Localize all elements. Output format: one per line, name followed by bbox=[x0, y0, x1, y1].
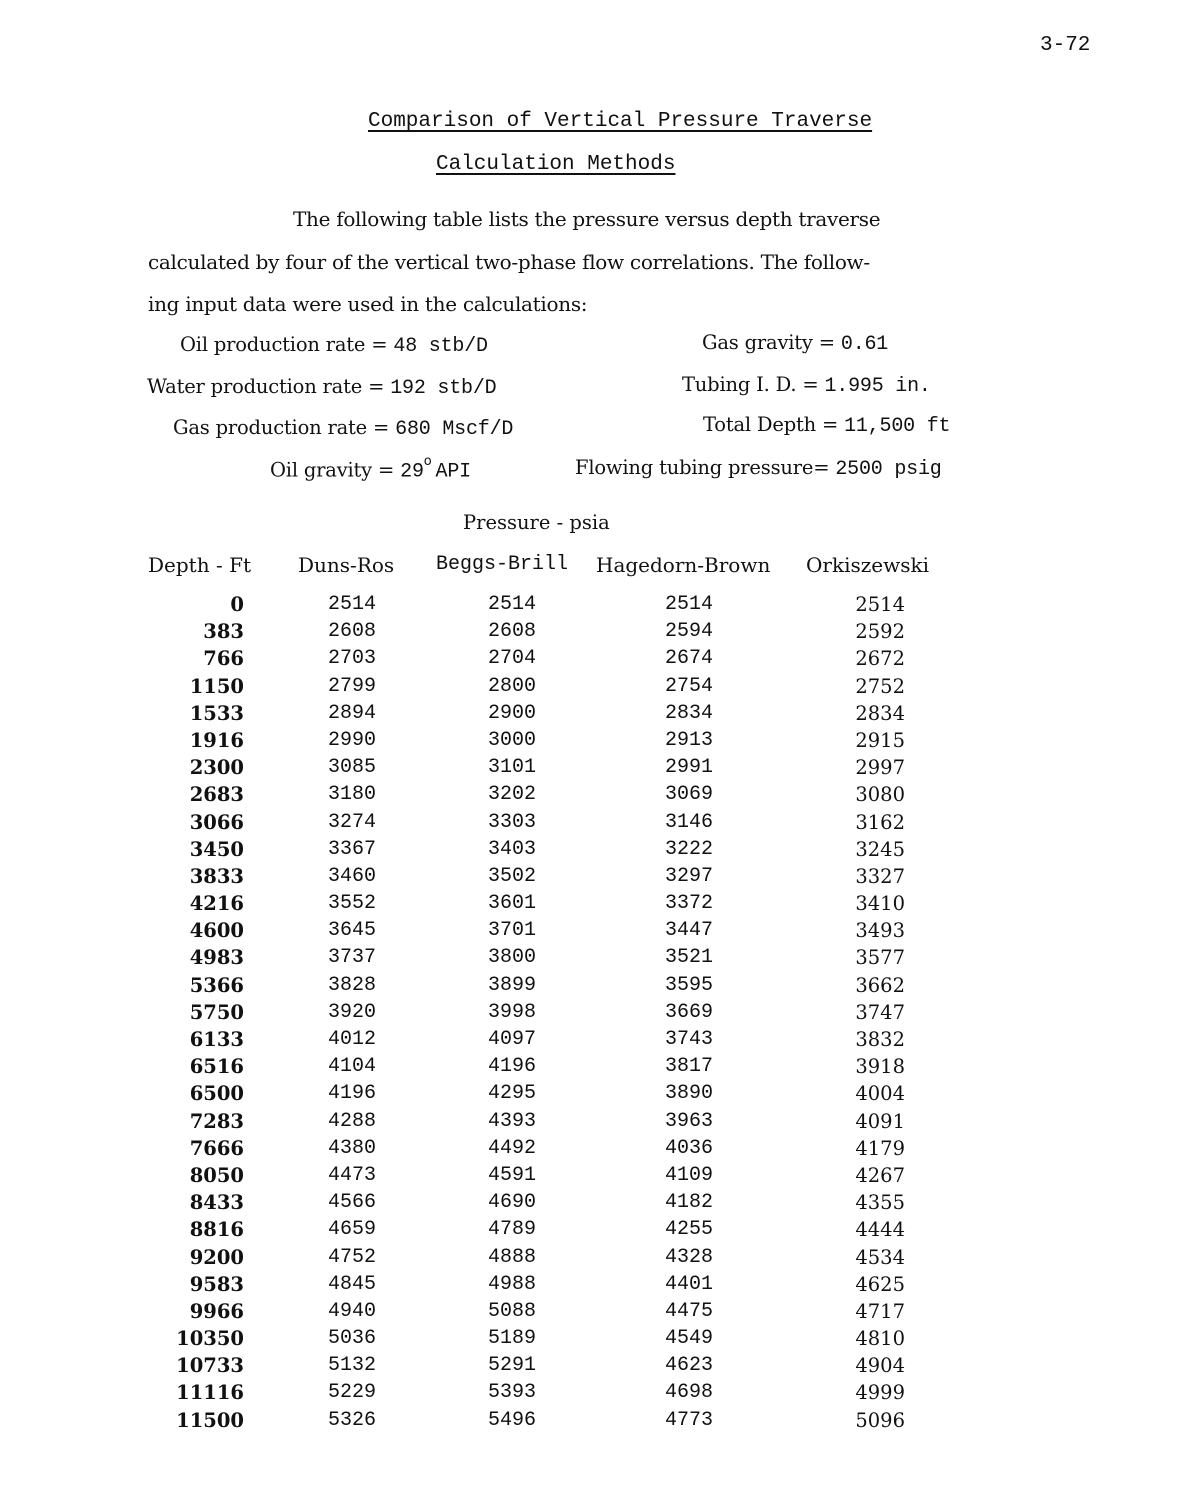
cell-beggs-brill: 5393 bbox=[487, 1381, 536, 1405]
input-oil-gravity-unit: API bbox=[435, 460, 471, 484]
table-row bbox=[0, 1001, 1182, 1028]
cell-beggs-brill: 3899 bbox=[487, 973, 536, 997]
table-row bbox=[0, 1028, 1182, 1055]
cell-hagedorn-brown: 3297 bbox=[664, 864, 713, 888]
cell-orkiszewski: 3327 bbox=[855, 864, 905, 888]
cell-orkiszewski: 3662 bbox=[855, 973, 905, 997]
cell-duns-ros: 3367 bbox=[327, 837, 376, 861]
cell-beggs-brill: 4789 bbox=[487, 1218, 536, 1242]
input-water-rate bbox=[147, 375, 496, 400]
cell-beggs-brill: 3403 bbox=[487, 837, 536, 861]
cell-duns-ros: 5132 bbox=[327, 1354, 376, 1378]
cell-beggs-brill: 4196 bbox=[487, 1055, 536, 1079]
cell-depth: 6133 bbox=[189, 1028, 244, 1051]
cell-duns-ros: 5326 bbox=[327, 1408, 376, 1432]
cell-duns-ros: 3180 bbox=[327, 783, 376, 807]
cell-depth: 9200 bbox=[189, 1245, 244, 1269]
cell-duns-ros: 4104 bbox=[327, 1055, 376, 1079]
cell-hagedorn-brown: 3521 bbox=[664, 946, 713, 970]
table-row bbox=[0, 702, 1182, 729]
cell-depth: 9583 bbox=[189, 1272, 244, 1296]
table-row bbox=[0, 1327, 1182, 1354]
table-row bbox=[0, 1110, 1182, 1137]
cell-beggs-brill: 4295 bbox=[487, 1082, 536, 1106]
cell-duns-ros: 3737 bbox=[327, 946, 376, 970]
cell-depth: 4600 bbox=[189, 919, 244, 943]
input-oil-gravity bbox=[270, 454, 471, 484]
table-row bbox=[0, 783, 1182, 810]
table-row bbox=[0, 1381, 1182, 1408]
table-row bbox=[0, 1300, 1182, 1327]
table-row bbox=[0, 756, 1182, 783]
cell-duns-ros: 4752 bbox=[327, 1245, 376, 1269]
cell-duns-ros: 4196 bbox=[327, 1082, 376, 1106]
cell-depth: 766 bbox=[203, 647, 244, 671]
cell-hagedorn-brown: 4109 bbox=[664, 1163, 713, 1187]
cell-duns-ros: 5036 bbox=[327, 1327, 376, 1351]
cell-depth: 4983 bbox=[189, 946, 244, 970]
input-gas-gravity-label: Gas gravity = bbox=[702, 331, 841, 354]
input-gas-gravity-value: 0.61 bbox=[840, 333, 889, 356]
cell-orkiszewski: 4810 bbox=[855, 1327, 905, 1351]
cell-orkiszewski: 3493 bbox=[855, 919, 905, 943]
cell-duns-ros: 3552 bbox=[327, 892, 376, 916]
cell-beggs-brill: 4988 bbox=[487, 1272, 536, 1296]
cell-beggs-brill: 3998 bbox=[487, 1000, 536, 1024]
cell-depth: 8816 bbox=[189, 1218, 244, 1242]
cell-hagedorn-brown: 4475 bbox=[664, 1299, 713, 1323]
cell-duns-ros: 4659 bbox=[327, 1218, 376, 1242]
input-gas-rate-label: Gas production rate = bbox=[173, 416, 396, 439]
table-row bbox=[0, 620, 1182, 647]
cell-orkiszewski: 3832 bbox=[855, 1028, 905, 1051]
cell-orkiszewski: 3577 bbox=[855, 946, 905, 970]
table-row bbox=[0, 865, 1182, 892]
cell-beggs-brill: 4690 bbox=[487, 1191, 536, 1215]
cell-orkiszewski: 2834 bbox=[855, 701, 905, 725]
cell-orkiszewski: 3162 bbox=[855, 810, 905, 834]
cell-hagedorn-brown: 3146 bbox=[664, 810, 713, 834]
table-row bbox=[0, 811, 1182, 838]
cell-duns-ros: 2514 bbox=[327, 593, 376, 616]
input-water-rate-value: 192 stb/D bbox=[390, 377, 497, 400]
cell-hagedorn-brown: 3669 bbox=[664, 1000, 713, 1024]
input-tubing-id-label: Tubing I. D. = bbox=[682, 373, 825, 396]
cell-depth: 3066 bbox=[189, 810, 244, 834]
cell-beggs-brill: 4393 bbox=[487, 1109, 536, 1133]
cell-beggs-brill: 5496 bbox=[487, 1408, 536, 1432]
column-header-beggs-brill: Beggs-Brill bbox=[436, 553, 569, 576]
cell-depth: 8433 bbox=[189, 1191, 244, 1215]
table-row bbox=[0, 675, 1182, 702]
cell-hagedorn-brown: 4328 bbox=[664, 1245, 713, 1269]
cell-duns-ros: 3920 bbox=[327, 1000, 376, 1024]
cell-depth: 0 bbox=[230, 593, 244, 616]
column-header-depth: Depth - Ft bbox=[148, 553, 251, 577]
input-ftp-value: 2500 psig bbox=[835, 458, 942, 481]
cell-orkiszewski: 3747 bbox=[855, 1000, 905, 1024]
cell-duns-ros: 5229 bbox=[327, 1381, 376, 1405]
cell-beggs-brill: 2800 bbox=[487, 674, 536, 698]
cell-orkiszewski: 4267 bbox=[855, 1163, 905, 1187]
cell-beggs-brill: 4591 bbox=[487, 1163, 536, 1187]
cell-orkiszewski: 4004 bbox=[855, 1082, 905, 1106]
cell-beggs-brill: 5189 bbox=[487, 1327, 536, 1351]
cell-duns-ros: 3645 bbox=[327, 919, 376, 943]
cell-hagedorn-brown: 3963 bbox=[664, 1109, 713, 1133]
cell-beggs-brill: 3202 bbox=[487, 783, 536, 807]
table-row bbox=[0, 1218, 1182, 1245]
table-row bbox=[0, 1164, 1182, 1191]
input-oil-rate bbox=[180, 333, 488, 358]
cell-duns-ros: 4473 bbox=[327, 1163, 376, 1187]
table-row bbox=[0, 1191, 1182, 1218]
input-tubing-id-value: 1.995 in. bbox=[824, 375, 931, 398]
column-header-orkiszewski: Orkiszewski bbox=[806, 553, 930, 577]
intro-line-1: The following table lists the pressure versus depth traverse bbox=[293, 207, 881, 231]
cell-depth: 5750 bbox=[189, 1000, 244, 1024]
cell-orkiszewski: 3410 bbox=[855, 892, 905, 916]
cell-duns-ros: 3460 bbox=[327, 864, 376, 888]
cell-beggs-brill: 3601 bbox=[487, 892, 536, 916]
cell-hagedorn-brown: 3890 bbox=[664, 1082, 713, 1106]
table-row bbox=[0, 1055, 1182, 1082]
cell-duns-ros: 2703 bbox=[327, 647, 376, 671]
table-row bbox=[0, 1246, 1182, 1273]
cell-depth: 10350 bbox=[176, 1327, 244, 1351]
cell-hagedorn-brown: 3595 bbox=[664, 973, 713, 997]
input-total-depth-value: 11,500 ft bbox=[844, 415, 951, 438]
pressure-table bbox=[0, 593, 1182, 1436]
input-oil-rate-label: Oil production rate = bbox=[180, 333, 394, 356]
cell-hagedorn-brown: 3222 bbox=[664, 837, 713, 861]
cell-hagedorn-brown: 3447 bbox=[664, 919, 713, 943]
cell-depth: 2300 bbox=[189, 756, 244, 780]
cell-hagedorn-brown: 2754 bbox=[664, 674, 713, 698]
cell-depth: 5366 bbox=[189, 973, 244, 997]
input-total-depth bbox=[703, 413, 950, 438]
cell-depth: 383 bbox=[203, 620, 244, 644]
table-row bbox=[0, 1082, 1182, 1109]
cell-beggs-brill: 3303 bbox=[487, 810, 536, 834]
cell-beggs-brill: 2900 bbox=[487, 701, 536, 725]
cell-duns-ros: 4566 bbox=[327, 1191, 376, 1215]
cell-beggs-brill: 4888 bbox=[487, 1245, 536, 1269]
cell-orkiszewski: 4717 bbox=[855, 1299, 905, 1323]
input-tubing-id bbox=[682, 373, 931, 398]
cell-depth: 10733 bbox=[176, 1354, 244, 1378]
cell-orkiszewski: 4355 bbox=[855, 1191, 905, 1215]
cell-beggs-brill: 3701 bbox=[487, 919, 536, 943]
cell-depth: 8050 bbox=[189, 1163, 244, 1187]
cell-hagedorn-brown: 2674 bbox=[664, 647, 713, 671]
cell-hagedorn-brown: 2834 bbox=[664, 701, 713, 725]
title-line-1: Comparison of Vertical Pressure Traverse bbox=[368, 110, 873, 133]
cell-depth: 11116 bbox=[176, 1381, 244, 1405]
cell-beggs-brill: 5088 bbox=[487, 1299, 536, 1323]
table-row bbox=[0, 974, 1182, 1001]
cell-depth: 9966 bbox=[189, 1299, 244, 1323]
cell-hagedorn-brown: 4401 bbox=[664, 1272, 713, 1296]
cell-orkiszewski: 3245 bbox=[855, 837, 905, 861]
input-gas-rate bbox=[173, 416, 513, 441]
cell-hagedorn-brown: 3743 bbox=[664, 1028, 713, 1051]
table-row bbox=[0, 1409, 1182, 1436]
column-header-duns-ros: Duns-Ros bbox=[298, 553, 395, 577]
cell-depth: 6516 bbox=[189, 1055, 244, 1079]
cell-beggs-brill: 3800 bbox=[487, 946, 536, 970]
cell-hagedorn-brown: 4255 bbox=[664, 1218, 713, 1242]
cell-depth: 11500 bbox=[176, 1408, 244, 1432]
table-row bbox=[0, 729, 1182, 756]
input-total-depth-label: Total Depth = bbox=[703, 413, 845, 436]
cell-beggs-brill: 4097 bbox=[487, 1028, 536, 1051]
cell-depth: 3450 bbox=[189, 837, 244, 861]
cell-orkiszewski: 2997 bbox=[855, 756, 905, 780]
cell-depth: 1916 bbox=[189, 728, 244, 752]
cell-orkiszewski: 2592 bbox=[855, 620, 905, 644]
table-row bbox=[0, 1273, 1182, 1300]
cell-orkiszewski: 3080 bbox=[855, 783, 905, 807]
table-row bbox=[0, 647, 1182, 674]
cell-duns-ros: 2799 bbox=[327, 674, 376, 698]
cell-beggs-brill: 2514 bbox=[487, 593, 536, 616]
page-number: 3-72 bbox=[1040, 34, 1091, 57]
cell-beggs-brill: 3000 bbox=[487, 728, 536, 752]
cell-orkiszewski: 3918 bbox=[855, 1055, 905, 1079]
cell-depth: 7666 bbox=[189, 1136, 244, 1160]
cell-hagedorn-brown: 2594 bbox=[664, 620, 713, 644]
cell-hagedorn-brown: 4036 bbox=[664, 1136, 713, 1160]
cell-orkiszewski: 4904 bbox=[855, 1354, 905, 1378]
cell-hagedorn-brown: 4773 bbox=[664, 1408, 713, 1432]
cell-hagedorn-brown: 4549 bbox=[664, 1327, 713, 1351]
table-row bbox=[0, 892, 1182, 919]
title-line-2: Calculation Methods bbox=[436, 153, 676, 176]
degree-symbol: o bbox=[423, 454, 432, 469]
cell-orkiszewski: 2752 bbox=[855, 674, 905, 698]
table-row bbox=[0, 838, 1182, 865]
cell-duns-ros: 4845 bbox=[327, 1272, 376, 1296]
input-oil-gravity-label: Oil gravity = bbox=[270, 458, 401, 482]
table-row bbox=[0, 593, 1182, 620]
cell-depth: 4216 bbox=[189, 892, 244, 916]
cell-depth: 7283 bbox=[189, 1109, 244, 1133]
cell-orkiszewski: 4091 bbox=[855, 1109, 905, 1133]
cell-duns-ros: 3274 bbox=[327, 810, 376, 834]
input-gas-rate-value: 680 Mscf/D bbox=[395, 418, 514, 441]
cell-duns-ros: 2608 bbox=[327, 620, 376, 644]
cell-depth: 6500 bbox=[189, 1082, 244, 1106]
cell-duns-ros: 4940 bbox=[327, 1299, 376, 1323]
cell-orkiszewski: 2915 bbox=[855, 728, 905, 752]
cell-hagedorn-brown: 4182 bbox=[664, 1191, 713, 1215]
table-row bbox=[0, 946, 1182, 973]
cell-hagedorn-brown: 4623 bbox=[664, 1354, 713, 1378]
cell-orkiszewski: 4444 bbox=[855, 1218, 905, 1242]
table-row bbox=[0, 919, 1182, 946]
cell-hagedorn-brown: 3069 bbox=[664, 783, 713, 807]
cell-hagedorn-brown: 3817 bbox=[664, 1055, 713, 1079]
cell-depth: 2683 bbox=[189, 783, 244, 807]
cell-beggs-brill: 2704 bbox=[487, 647, 536, 671]
cell-orkiszewski: 4534 bbox=[855, 1245, 905, 1269]
table-caption: Pressure - psia bbox=[463, 511, 610, 534]
cell-orkiszewski: 4179 bbox=[855, 1136, 905, 1160]
input-gas-gravity bbox=[702, 331, 888, 356]
cell-orkiszewski: 2514 bbox=[855, 593, 905, 616]
cell-duns-ros: 4012 bbox=[327, 1028, 376, 1051]
cell-orkiszewski: 4999 bbox=[855, 1381, 905, 1405]
intro-line-3: ing input data were used in the calculations: bbox=[148, 292, 588, 316]
cell-hagedorn-brown: 4698 bbox=[664, 1381, 713, 1405]
cell-beggs-brill: 3101 bbox=[487, 756, 536, 780]
cell-duns-ros: 2894 bbox=[327, 701, 376, 725]
cell-duns-ros: 4380 bbox=[327, 1136, 376, 1160]
cell-beggs-brill: 5291 bbox=[487, 1354, 536, 1378]
cell-orkiszewski: 4625 bbox=[855, 1272, 905, 1296]
cell-depth: 3833 bbox=[189, 864, 244, 888]
input-flowing-tubing-pressure bbox=[575, 456, 942, 481]
cell-orkiszewski: 2672 bbox=[855, 647, 905, 671]
cell-duns-ros: 2990 bbox=[327, 728, 376, 752]
cell-depth: 1150 bbox=[189, 674, 244, 698]
input-ftp-label: Flowing tubing pressure= bbox=[575, 456, 836, 479]
cell-beggs-brill: 4492 bbox=[487, 1136, 536, 1160]
cell-hagedorn-brown: 2514 bbox=[664, 593, 713, 616]
cell-hagedorn-brown: 3372 bbox=[664, 892, 713, 916]
input-oil-gravity-value: 29 bbox=[400, 460, 424, 484]
cell-beggs-brill: 3502 bbox=[487, 864, 536, 888]
input-water-rate-label: Water production rate = bbox=[147, 375, 391, 398]
table-row bbox=[0, 1137, 1182, 1164]
cell-duns-ros: 4288 bbox=[327, 1109, 376, 1133]
cell-orkiszewski: 5096 bbox=[855, 1408, 905, 1432]
intro-line-2: calculated by four of the vertical two-phase flow correlations. The follow- bbox=[148, 250, 870, 274]
cell-hagedorn-brown: 2991 bbox=[664, 756, 713, 780]
input-oil-rate-value: 48 stb/D bbox=[393, 335, 488, 358]
cell-depth: 1533 bbox=[189, 701, 244, 725]
column-header-hagedorn-brown: Hagedorn-Brown bbox=[596, 553, 771, 577]
table-row bbox=[0, 1354, 1182, 1381]
cell-beggs-brill: 2608 bbox=[487, 620, 536, 644]
cell-hagedorn-brown: 2913 bbox=[664, 728, 713, 752]
cell-duns-ros: 3828 bbox=[327, 973, 376, 997]
cell-duns-ros: 3085 bbox=[327, 756, 376, 780]
